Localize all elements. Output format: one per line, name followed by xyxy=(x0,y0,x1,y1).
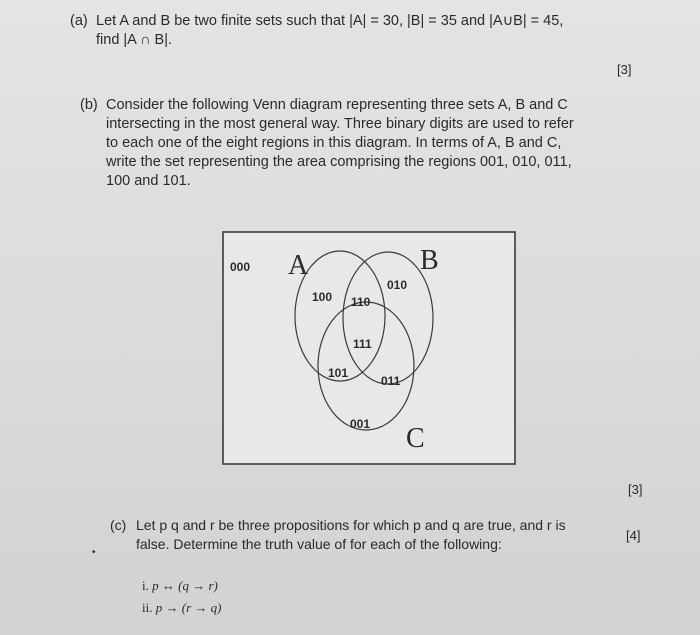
question-b-line2: intersecting in the most general way. Three binary digits are used to refer xyxy=(106,116,574,132)
question-b-marks: [3] xyxy=(628,482,643,497)
venn-region-000: 000 xyxy=(230,260,251,274)
question-c-item-1-num: i. xyxy=(142,578,149,593)
question-a xyxy=(70,12,630,50)
question-a-marks: [3] xyxy=(617,62,632,77)
venn-label-a: A xyxy=(288,250,309,281)
question-c-item-2-expr: p → (r → q) xyxy=(155,600,222,615)
venn-region-010: 010 xyxy=(387,278,408,292)
question-c-line1: Let p q and r be three propositions for which p and q are true, and r is xyxy=(136,517,566,533)
venn-region-111: 111 xyxy=(353,337,372,351)
question-c-item-1-expr: p ↔ (q → r) xyxy=(152,578,218,593)
question-c-label: (c) xyxy=(110,517,127,533)
venn-diagram xyxy=(222,231,516,465)
question-c-item-2-num: ii. xyxy=(142,600,153,615)
question-c-line2: false. Determine the truth value of for each of the following: xyxy=(136,536,502,552)
question-b-line5: 100 and 101. xyxy=(106,173,191,189)
question-b-label: (b) xyxy=(80,97,98,113)
question-c-marks: [4] xyxy=(626,528,641,543)
question-b-line4: write the set representing the area comprising the regions 001, 010, 011, xyxy=(106,154,572,170)
venn-region-011: 011 xyxy=(381,374,401,388)
question-b-line1: Consider the following Venn diagram representing three sets A, B and C xyxy=(106,97,568,113)
bullet-dot: • xyxy=(92,547,96,558)
question-a-label: (a) xyxy=(70,13,88,29)
venn-region-101: 101 xyxy=(328,366,349,380)
question-a-line2: find |A ∩ B|. xyxy=(96,32,172,48)
question-b xyxy=(80,96,620,191)
venn-region-001: 001 xyxy=(350,417,371,431)
question-c-item-2 xyxy=(142,600,221,616)
question-c-item-1 xyxy=(142,578,218,594)
venn-region-100: 100 xyxy=(312,290,333,304)
question-a-line1: Let A and B be two finite sets such that |A| = 30, |B| = 35 and |A∪B| = 45, xyxy=(96,13,564,29)
question-c xyxy=(110,516,630,554)
venn-label-c: C xyxy=(406,423,425,454)
question-b-line3: to each one of the eight regions in this diagram. In terms of A, B and C, xyxy=(106,135,562,151)
venn-region-110: 110 xyxy=(351,295,371,309)
venn-label-b: B xyxy=(420,245,439,276)
